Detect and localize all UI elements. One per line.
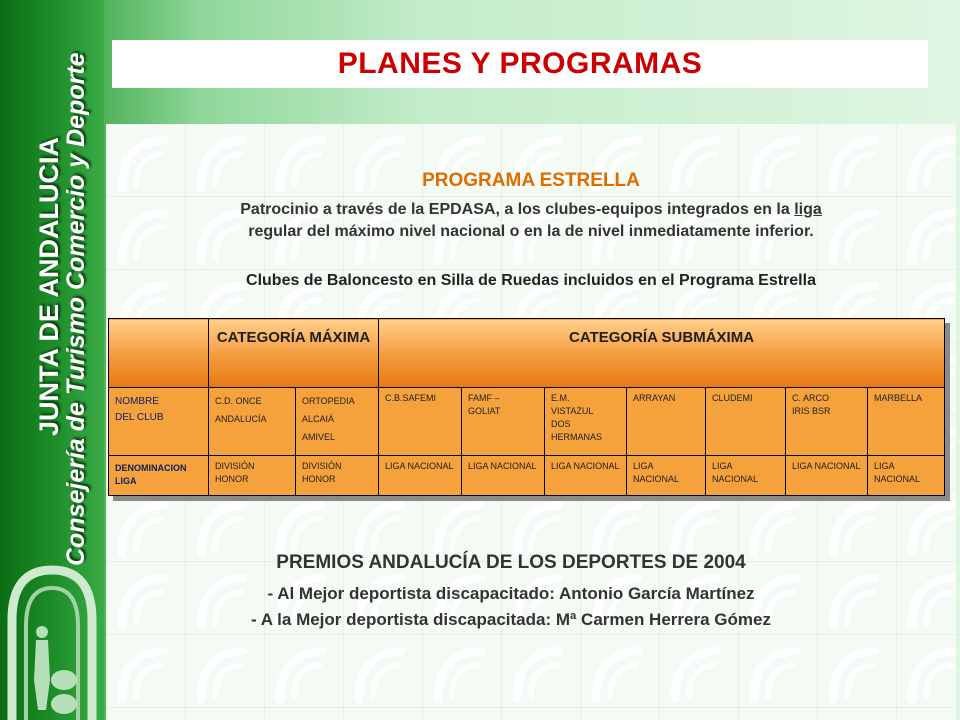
header-categoria-maxima: CATEGORÍA MÁXIMA xyxy=(209,319,379,388)
club-name-cell xyxy=(786,388,868,456)
clubs-table xyxy=(108,318,945,496)
watermark-logo-icon xyxy=(596,505,638,553)
club-name-line: AMIVEL xyxy=(302,432,336,442)
club-name-line: ALCAIÁ xyxy=(302,414,335,424)
watermark-logo-icon xyxy=(201,505,243,553)
league-name-cell: LIGA NACIONAL xyxy=(545,456,627,496)
club-name-line: ANDALUCÍA xyxy=(215,414,267,424)
club-name-cell xyxy=(379,388,462,456)
watermark-logo-icon xyxy=(833,505,875,553)
club-name-cell xyxy=(462,388,545,456)
league-name-cell: LIGA NACIONAL xyxy=(868,456,945,496)
league-name-cell: LIGA NACIONAL xyxy=(786,456,868,496)
club-name-line: E.M. xyxy=(551,393,570,403)
club-name-line: GOLIAT xyxy=(468,406,501,416)
watermark-logo-icon xyxy=(912,651,954,699)
sidebar-org-name: JUNTA DE ANDALUCIA xyxy=(34,137,64,436)
row-label-club-name xyxy=(109,388,209,456)
league-name-cell: LIGA NACIONAL xyxy=(379,456,462,496)
sidebar-department-name: Consejería de Turismo Comercio y Deporte xyxy=(62,52,90,566)
watermark-logo-icon xyxy=(280,505,322,553)
club-name-line: C. ARCO xyxy=(792,393,830,403)
page-title: PLANES Y PROGRAMAS xyxy=(337,47,703,80)
club-name-cell xyxy=(868,388,945,456)
watermark-logo-icon xyxy=(912,505,954,553)
header-categoria-submaxima: CATEGORÍA SUBMÁXIMA xyxy=(379,319,945,388)
club-name-line: HERMANAS xyxy=(551,432,603,442)
club-name-line: FAMF – xyxy=(468,393,500,403)
league-name-cell: LIGA NACIONAL xyxy=(462,456,545,496)
watermark-logo-icon xyxy=(438,651,480,699)
award-item-female: - A la Mejor deportista discapacitada: Mª Carmen Herrera Gómez xyxy=(251,610,771,629)
program-description xyxy=(106,199,956,243)
league-name-cell: DIVISIÓN HONOR xyxy=(296,456,379,496)
watermark-logo-icon xyxy=(912,578,954,626)
league-name-cell: LIGA NACIONAL xyxy=(706,456,786,496)
club-name-line: CLUDEMI xyxy=(712,393,753,403)
row-label-line: DEL CLUB xyxy=(115,412,164,423)
watermark-logo-icon xyxy=(122,651,164,699)
row-label-line: NOMBRE xyxy=(115,396,159,407)
club-name-cell xyxy=(706,388,786,456)
clubs-section-title: Clubes de Baloncesto en Silla de Ruedas incluidos en el Programa Estrella xyxy=(246,272,816,289)
club-name-cell xyxy=(545,388,627,456)
club-name-cell xyxy=(209,388,296,456)
watermark-logo-icon xyxy=(833,651,875,699)
club-name-line: C.B.SAFEMI xyxy=(385,393,437,403)
club-name-cell xyxy=(296,388,379,456)
watermark-logo-icon xyxy=(596,651,638,699)
program-description-line1: Patrocinio a través de la EPDASA, a los clubes-equipos integrados en la xyxy=(240,201,795,218)
sidebar xyxy=(0,0,104,720)
watermark-logo-icon xyxy=(280,651,322,699)
watermark-logo-icon xyxy=(675,505,717,553)
program-description-line2: regular del máximo nivel nacional o en la de nivel inmediatamente inferior. xyxy=(248,223,814,240)
watermark-logo-icon xyxy=(359,505,401,553)
award-item-male: - Al Mejor deportista discapacitado: Antonio García Martínez xyxy=(267,584,755,603)
program-title: PROGRAMA ESTRELLA xyxy=(422,170,640,191)
andalucia-coat-of-arms-icon xyxy=(2,560,102,720)
club-name-line: IRIS BSR xyxy=(792,406,831,416)
watermark-logo-icon xyxy=(201,651,243,699)
club-name-line: ORTOPEDIA xyxy=(302,396,355,406)
watermark-logo-icon xyxy=(438,505,480,553)
club-name-line: ARRAYAN xyxy=(633,393,676,403)
table-corner-cell xyxy=(109,319,209,388)
club-name-line: C.D. ONCE xyxy=(215,396,262,406)
watermark-logo-icon xyxy=(517,651,559,699)
watermark-logo-icon xyxy=(517,505,559,553)
club-name-cell xyxy=(627,388,706,456)
title-bar xyxy=(112,40,928,88)
table-header-row xyxy=(109,319,945,388)
watermark-logo-icon xyxy=(754,651,796,699)
table-row-club-names xyxy=(109,388,945,456)
row-label-league: DENOMINACION LIGA xyxy=(109,456,209,496)
watermark-logo-icon xyxy=(675,651,717,699)
league-name-cell: LIGA NACIONAL xyxy=(627,456,706,496)
watermark-logo-icon xyxy=(754,505,796,553)
program-description-link: liga xyxy=(794,201,822,218)
watermark-logo-icon xyxy=(359,651,401,699)
club-name-line: DOS xyxy=(551,419,571,429)
awards-title: PREMIOS ANDALUCÍA DE LOS DEPORTES DE 2004 xyxy=(276,552,746,573)
table-row-league-names xyxy=(109,456,945,496)
sidebar-text xyxy=(0,0,104,566)
club-name-line: MARBELLA xyxy=(874,393,923,403)
club-name-line: VISTAZUL xyxy=(551,406,594,416)
league-name-cell: DIVISIÓN HONOR xyxy=(209,456,296,496)
watermark-logo-icon xyxy=(122,505,164,553)
